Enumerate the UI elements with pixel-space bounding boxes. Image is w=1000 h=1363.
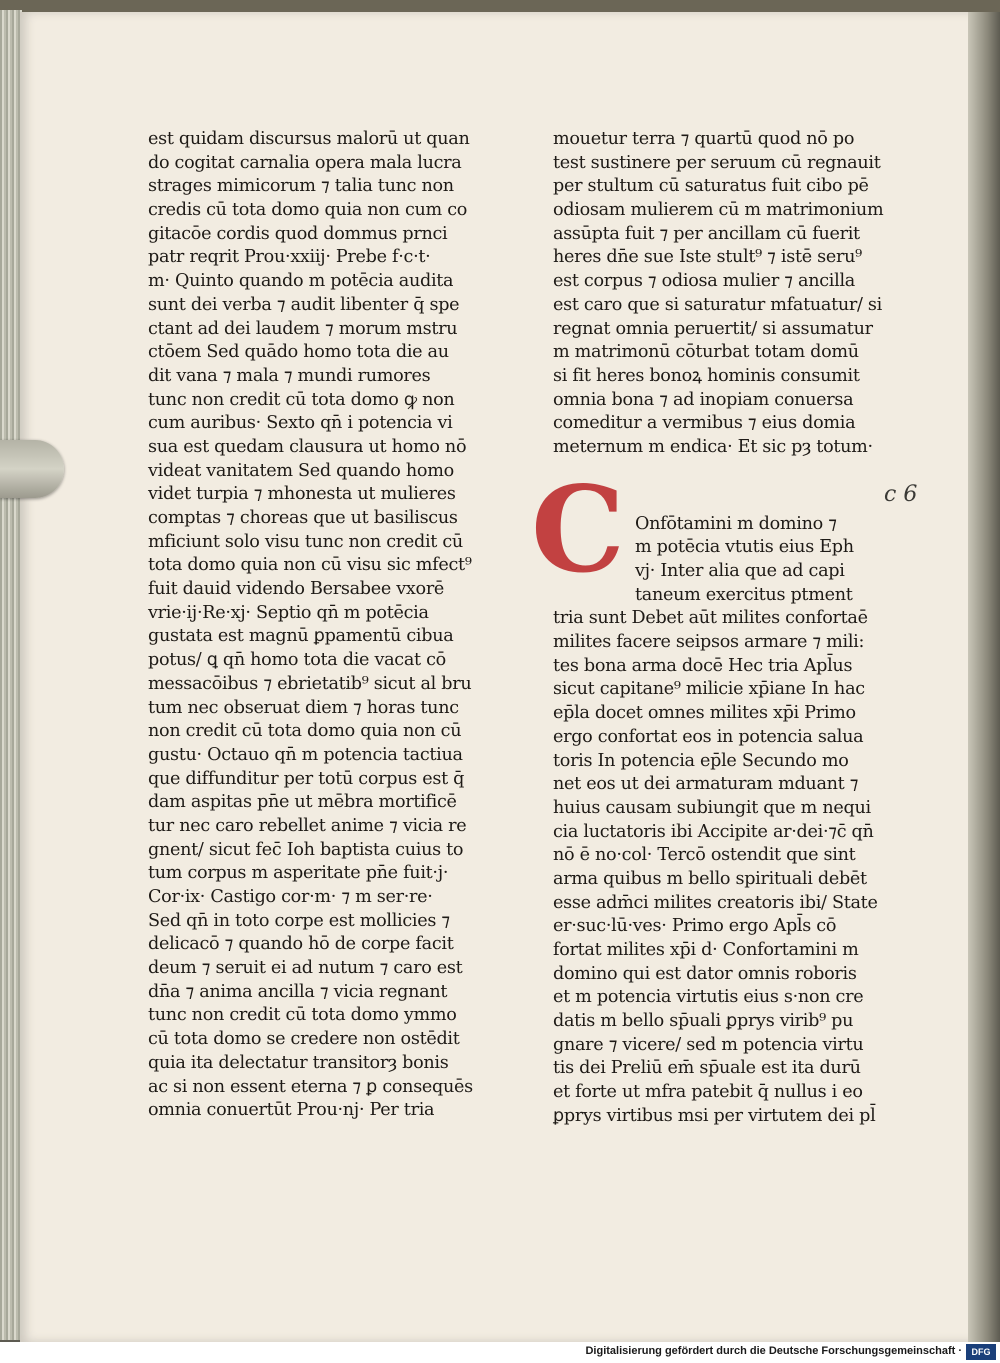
text-line: net eos ut dei armaturam mduant ⁊ [553, 774, 859, 795]
text-line: comeditur a vermibus ⁊ eius domia [553, 413, 856, 434]
text-line: deum ⁊ seruit ei ad nutum ⁊ caro est [148, 958, 463, 979]
text-line: gnare ⁊ vicere/ sed m potencia virtu [553, 1034, 864, 1055]
text-line: vj· Inter alia que ad capi [635, 561, 845, 581]
page-clip [0, 440, 64, 498]
text-line: delicacō ⁊ quando hō de corpe facit [148, 934, 454, 955]
text-line: taneum exercitus ptment [635, 584, 853, 605]
dfg-logo: DFG [966, 1344, 996, 1360]
text-line: Onfōtamini m domino ⁊ [635, 513, 837, 534]
text-line: ep̄la docet omnes milites xp̄i Primo [553, 703, 856, 724]
left-text-column [148, 128, 478, 1123]
binding-shadow [968, 12, 1000, 1342]
text-line: est corpus ⁊ odiosa mulier ⁊ ancilla [553, 271, 855, 292]
text-line: videat vanitatem Sed quando homo [148, 460, 454, 481]
text-line: domino qui est dator omnis roboris [553, 963, 857, 984]
text-line: dam aspitas pn̄e ut mēbra mortificē [148, 792, 457, 813]
text-line: mficiunt solo visu tunc non credit cū [148, 531, 463, 552]
text-line: patr reqrit Prou·xxiij· Prebe f·c·t· [148, 247, 431, 268]
text-line: potus/ ꝗ qn̄ homo tota die vacat cō [148, 650, 446, 671]
text-line: esse adm̄ci milites creatoris ibi/ State [553, 892, 878, 913]
text-line: ctant ad dei laudem ⁊ morum mstru [148, 318, 458, 339]
text-line: ctōem Sed quādo homo tota die au [148, 342, 449, 363]
text-line: omnia conuertūt Prou·nj· Per tria [148, 1100, 435, 1121]
margin-note: c 6 [884, 482, 918, 507]
text-line: regnat omnia peruertit/ si assumatur [553, 318, 873, 339]
text-line: fuit dauid videndo Bersabee vxorē [148, 579, 445, 600]
text-line: et m potencia virtutis eius s·non cre [553, 987, 864, 1008]
text-line: Cor·ix· Castigo cor·m· ⁊ m ser·re· [148, 887, 433, 907]
text-line: vrie·ij·Re·xj· Septio qn̄ m potēcia [148, 602, 429, 623]
text-line: cum auribus· Sexto qn̄ i potencia vi [148, 413, 453, 434]
right-column-bottom-block [553, 513, 878, 1129]
text-line: Sed qn̄ in toto corpe est mollicies ⁊ [148, 910, 450, 931]
text-line: videt turpia ⁊ mhonesta ut mulieres [148, 484, 456, 505]
text-line: assūpta fuit ⁊ per ancillam cū fuerit [553, 223, 860, 244]
text-line: dn̄a ⁊ anima ancilla ⁊ vicia regnant [148, 981, 448, 1002]
text-line: m potēcia vtutis eius Eph [635, 537, 854, 558]
text-line: non credit cū tota domo quia non cū [148, 721, 462, 742]
text-line: tum nec obseruat diem ⁊ horas tunc [148, 697, 459, 718]
text-line: tum corpus m asperitate pn̄e fuit·j· [148, 863, 449, 884]
text-line: que diffunditur per totū corpus est q̄ [148, 768, 465, 789]
text-line: m matrimonū cōturbat totam domū [553, 342, 859, 363]
text-line: tes bona arma docē Hec tria Apl̄us [553, 655, 853, 676]
text-line: do cogitat carnalia opera mala lucra [148, 152, 462, 173]
text-line: ꝑprys virtibus msi per virtutem dei pl̄ [553, 1105, 876, 1126]
text-line: tur nec caro rebellet anime ⁊ vicia re [148, 815, 467, 836]
text-line: credis cū tota domo quia non cum co [148, 200, 468, 221]
text-line: cū tota domo se credere non ostēdit [148, 1029, 460, 1050]
text-line: arma quibus m bello spirituali debēt [553, 868, 867, 889]
text-line: cia luctatoris ibi Accipite ar·dei·⁊c̄ qn̄ [553, 821, 874, 842]
text-line: omnia bona ⁊ ad inopiam conuersa [553, 389, 854, 410]
text-line: comptas ⁊ choreas que ut basiliscus [148, 508, 458, 528]
text-line: meternum m endica· Et sic pȝ totum· [553, 436, 873, 457]
text-line: er·suc·lū·ves· Primo ergo Apl̄s cō [553, 916, 837, 937]
text-line: fortat milites xp̄i d· Confortamini m [553, 940, 859, 960]
right-column-top-block [553, 128, 884, 460]
text-line: strages mimicorum ⁊ talia tunc non [148, 176, 454, 197]
text-line: huius causam subiungit que m nequi [553, 797, 871, 818]
footer-credit: Digitalisierung gefördert durch die Deutsche Forschungsgemeinschaft · [585, 1345, 962, 1357]
text-line: si fit heres bonoꝝ hominis consumit [553, 365, 860, 386]
text-line: quia ita delectatur transitorȝ bonis [148, 1052, 449, 1073]
page-edges [0, 10, 22, 1340]
text-line: test sustinere per seruum cū regnauit [553, 152, 881, 173]
text-line: per stultum cū saturatus fuit cibo pē [553, 176, 869, 197]
text-line: ergo confortat eos in potencia salua [553, 726, 864, 747]
text-line: tota domo quia non cū visu sic mfect⁹ [148, 555, 472, 576]
text-line: datis m bello sp̄uali ꝑprys virib⁹ pu [553, 1011, 854, 1032]
text-line: ac si non essent eterna ⁊ ꝑ consequēs [148, 1076, 473, 1097]
text-line: sicut capitane⁹ milicie xp̄iane In hac [553, 679, 865, 700]
text-line: messacōibus ⁊ ebrietatib⁹ sicut al bru [148, 673, 472, 694]
text-line: gustata est magnū ꝑpamentū cibua [148, 626, 454, 647]
text-line: sunt dei verba ⁊ audit libenter q̄ spe [148, 294, 460, 315]
text-line: milites facere seipsos armare ⁊ mili: [553, 632, 865, 653]
text-line: et forte ut mfra patebit q̄ nullus i eo [553, 1082, 863, 1103]
text-line: sua est quedam clausura ut homo nō [148, 436, 467, 457]
text-line: dit vana ⁊ mala ⁊ mundi rumores [148, 365, 431, 386]
text-line: est quidam discursus malorū ut quan [148, 129, 470, 149]
footer-bar [0, 1342, 1000, 1363]
text-line: gnent/ sicut fec̄ Ioh baptista cuius to [148, 839, 464, 860]
text-line: tis dei Preliū em̄ sp̄uale est ita durū [553, 1058, 861, 1079]
text-line: odiosam mulierem cū m matrimonium [553, 200, 884, 221]
text-line: heres dn̄e sue Iste stult⁹ ⁊ istē seru⁹ [553, 247, 862, 268]
text-line: tunc non credit cū tota domo ꝙ non [148, 389, 455, 410]
text-line: tria sunt Debet aūt milites confortaē [553, 608, 868, 629]
text-line: mouetur terra ⁊ quartū quod nō po [553, 129, 855, 149]
text-line: est caro que si saturatur mfatuatur/ si [553, 294, 882, 315]
text-line: m· Quinto quando m potēcia audita [148, 271, 454, 292]
right-text-column [553, 128, 884, 1129]
drop-initial: C [531, 460, 625, 599]
text-line: nō ē no·col· Tercō ostendit que sint [553, 845, 856, 866]
text-line: gitacōe cordis quod dommus prnci [148, 223, 448, 244]
text-line: tunc non credit cū tota domo ymmo [148, 1005, 457, 1026]
text-line: gustu· Octauo qn̄ m potencia tactiua [148, 744, 463, 765]
text-line: toris In potencia ep̄le Secundo mo [553, 750, 849, 771]
